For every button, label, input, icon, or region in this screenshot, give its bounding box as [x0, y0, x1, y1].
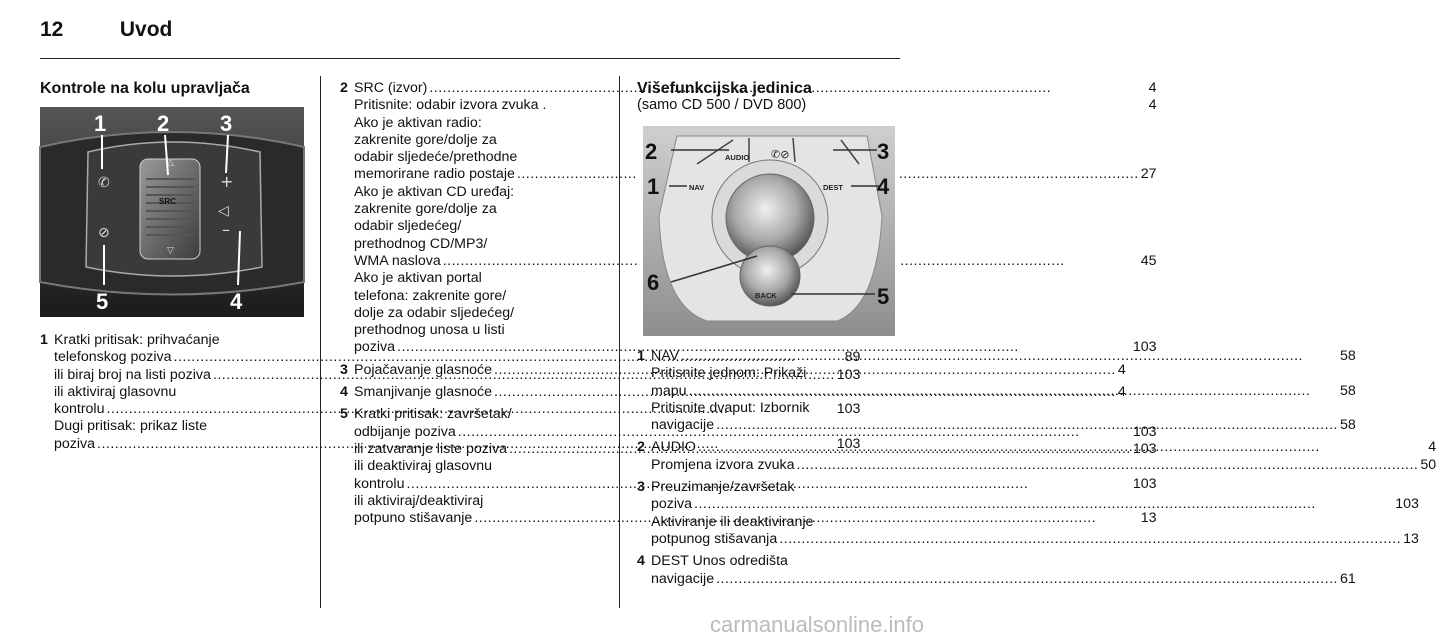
watermark: carmanualsonline.info	[709, 612, 924, 637]
item-text: Pritisnite jednom: Prikaži	[651, 365, 807, 382]
dot-leader	[716, 417, 1338, 434]
back-button: BACK	[755, 291, 777, 300]
item-text: Dugi pritisak: prikaz liste	[54, 418, 207, 435]
item-text: telefona: zakrenite gore/	[354, 287, 507, 304]
page-header	[40, 18, 172, 42]
page-number: 12	[40, 18, 64, 41]
steering-controls-photo	[40, 107, 304, 317]
item-text: memorirane radio postaje	[354, 166, 515, 183]
item-text: kontrolu	[354, 475, 405, 492]
item-text: potpunog stišavanja	[651, 530, 778, 547]
item-text: odabir sljedećeg/	[354, 218, 462, 235]
page-reference-link[interactable]: 58	[1339, 417, 1356, 434]
item-line	[651, 496, 1419, 513]
page-reference-link[interactable]: 50	[1420, 456, 1436, 473]
item-text: Ako je aktivan portal	[354, 270, 482, 287]
item-line	[651, 383, 1356, 400]
callout-4: 4	[230, 289, 243, 314]
dot-leader	[716, 571, 1338, 588]
page-reference-link[interactable]: 103	[1132, 440, 1157, 457]
item-text: NAV	[651, 348, 680, 364]
page-reference-link[interactable]: 103	[1395, 496, 1419, 513]
item-text: ili biraj broj na listi poziva	[54, 366, 211, 383]
callout-2: 2	[157, 111, 170, 136]
item-number: 5	[340, 406, 348, 423]
item-line	[651, 348, 1356, 365]
section-subheading: (samo CD 500 / DVD 800)	[637, 97, 807, 113]
item-text: odabir sljedeće/prethodne	[354, 149, 518, 166]
item-text: odbijanje poziva	[354, 423, 456, 440]
item-text: prethodnog CD/MP3/	[354, 235, 488, 252]
item-text: navigacije	[651, 417, 715, 434]
page-reference-link[interactable]: 103	[836, 366, 861, 383]
item-text: WMA naslova	[354, 252, 441, 269]
page-title: Uvod	[119, 18, 173, 41]
page-reference-link[interactable]: 4	[1428, 439, 1436, 456]
item-text: Pritisnite dvaput: Izbornik	[651, 399, 810, 416]
section-heading-steering: Kontrole na kolu upravljača	[40, 80, 250, 97]
page-reference-link[interactable]: 27	[1140, 166, 1157, 183]
item-line	[651, 439, 1436, 456]
item-text: SRC (izvor)	[354, 80, 428, 96]
item-text: Ako je aktivan radio:	[354, 114, 482, 131]
callout-3: 3	[877, 139, 890, 164]
dot-leader	[689, 383, 1338, 400]
page-reference-link[interactable]: 103	[1132, 475, 1157, 492]
item-number: 2	[637, 439, 645, 456]
item-text: zakrenite gore/dolje za	[354, 131, 497, 148]
item-text: AUDIO	[651, 439, 696, 456]
item-line	[651, 571, 1356, 588]
item-text: poziva	[651, 496, 693, 513]
audio-button: AUDIO	[725, 153, 750, 162]
page-reference-link[interactable]: 4	[1117, 384, 1126, 401]
page-reference-link[interactable]: 103	[836, 401, 861, 418]
callout-6: 6	[647, 270, 660, 295]
item-text: telefonskog poziva	[54, 349, 172, 366]
nav-button: NAV	[689, 183, 705, 192]
item-text: poziva	[354, 339, 396, 356]
section-heading-multifunction: Višefunkcijska jedinica	[637, 80, 812, 97]
item-line	[651, 457, 1436, 474]
item-number: 4	[340, 384, 348, 401]
callout-3: 3	[220, 111, 233, 136]
page-reference-link[interactable]: 4	[1148, 97, 1157, 114]
page-reference-link[interactable]: 13	[1140, 510, 1157, 527]
list-item	[637, 479, 1419, 548]
page-reference-link[interactable]: 4	[1148, 80, 1157, 96]
dot-leader	[698, 439, 1426, 456]
page-reference-link[interactable]: 103	[1132, 339, 1157, 356]
mute-icon: ⊘	[98, 225, 110, 241]
list-item	[637, 553, 1356, 588]
item-line	[651, 531, 1419, 548]
item-text: Smanjivanje glasnoće	[354, 384, 493, 401]
item-text: ili aktiviraj/deaktiviraj	[354, 492, 484, 509]
item-text: prethodnog unosa u listi	[354, 322, 505, 339]
item-line	[651, 365, 1356, 382]
callout-1: 1	[647, 174, 660, 199]
item-text: navigacije	[651, 570, 715, 587]
dot-leader	[779, 531, 1401, 548]
item-text: kontrolu	[54, 401, 105, 418]
right-item-list	[637, 348, 1436, 593]
page-reference-link[interactable]: 45	[1140, 252, 1157, 269]
phone-mute-icon: ✆⊘	[771, 148, 790, 161]
item-text: Preuzimanje/završetak	[651, 479, 795, 496]
page-reference-link[interactable]: 58	[1339, 348, 1356, 364]
item-text: Promjena izvora zvuka	[651, 456, 795, 473]
callout-4: 4	[877, 174, 890, 199]
speaker-icon: ◁	[218, 203, 229, 219]
item-text: Pritisnite: odabir izvora zvuka .	[354, 97, 547, 114]
item-text: Kratki pritisak: završetak/	[354, 406, 512, 423]
item-text: Ako je aktivan CD uređaj:	[354, 183, 515, 200]
dot-leader	[797, 457, 1419, 474]
page-reference-link[interactable]: 58	[1339, 382, 1356, 399]
callout-2: 2	[645, 139, 658, 164]
src-label: SRC	[159, 197, 176, 206]
callout-5: 5	[877, 284, 890, 309]
item-number: 3	[637, 479, 645, 496]
item-text: zakrenite gore/dolje za	[354, 201, 497, 218]
page-reference-link[interactable]: 103	[1132, 423, 1157, 440]
page-reference-link[interactable]: 103	[836, 435, 861, 452]
volume-up-icon: +	[220, 172, 234, 191]
item-number: 1	[637, 348, 645, 364]
item-text: ili deaktiviraj glasovnu	[354, 458, 493, 475]
dest-button: DEST	[823, 183, 844, 192]
item-text: ili zatvaranje liste poziva	[354, 440, 507, 457]
item-number: 1	[40, 332, 48, 348]
item-line	[651, 479, 1419, 496]
phone-voice-icon: ✆	[98, 175, 110, 191]
item-number: 4	[637, 553, 645, 570]
page-reference-link[interactable]: 61	[1339, 570, 1356, 587]
callout-5: 5	[96, 289, 109, 314]
page-reference-link[interactable]: 4	[1117, 361, 1126, 378]
dot-leader	[694, 496, 1393, 513]
volume-down-icon: –	[222, 220, 230, 239]
header-rule	[40, 58, 900, 59]
item-text: ili aktiviraj glasovnu	[54, 383, 177, 400]
item-text: dolje za odabir sljedećeg/	[354, 304, 515, 321]
svg-text:△: △	[167, 158, 174, 168]
item-line	[651, 417, 1356, 434]
item-line	[651, 514, 1419, 531]
callout-1: 1	[94, 111, 107, 136]
item-text: DEST Unos odredišta	[651, 553, 788, 570]
item-number: 3	[340, 361, 348, 378]
page-reference-link[interactable]: 89	[844, 349, 861, 366]
page-reference-link[interactable]: 13	[1403, 530, 1419, 547]
item-text: mapu	[651, 382, 687, 399]
item-line	[651, 400, 1356, 417]
item-line	[651, 553, 1356, 570]
item-text: Pojačavanje glasnoće	[354, 361, 493, 378]
item-text: poziva	[54, 435, 96, 452]
multifunction-unit-photo	[637, 126, 900, 336]
svg-text:▽: ▽	[167, 246, 174, 256]
item-text: Kratki pritisak: prihvaćanje	[54, 332, 220, 348]
item-text: Aktiviranje ili deaktiviranje	[651, 513, 814, 530]
dot-leader	[681, 348, 1338, 365]
item-number: 2	[340, 80, 348, 96]
item-text: potpuno stišavanje	[354, 510, 473, 527]
